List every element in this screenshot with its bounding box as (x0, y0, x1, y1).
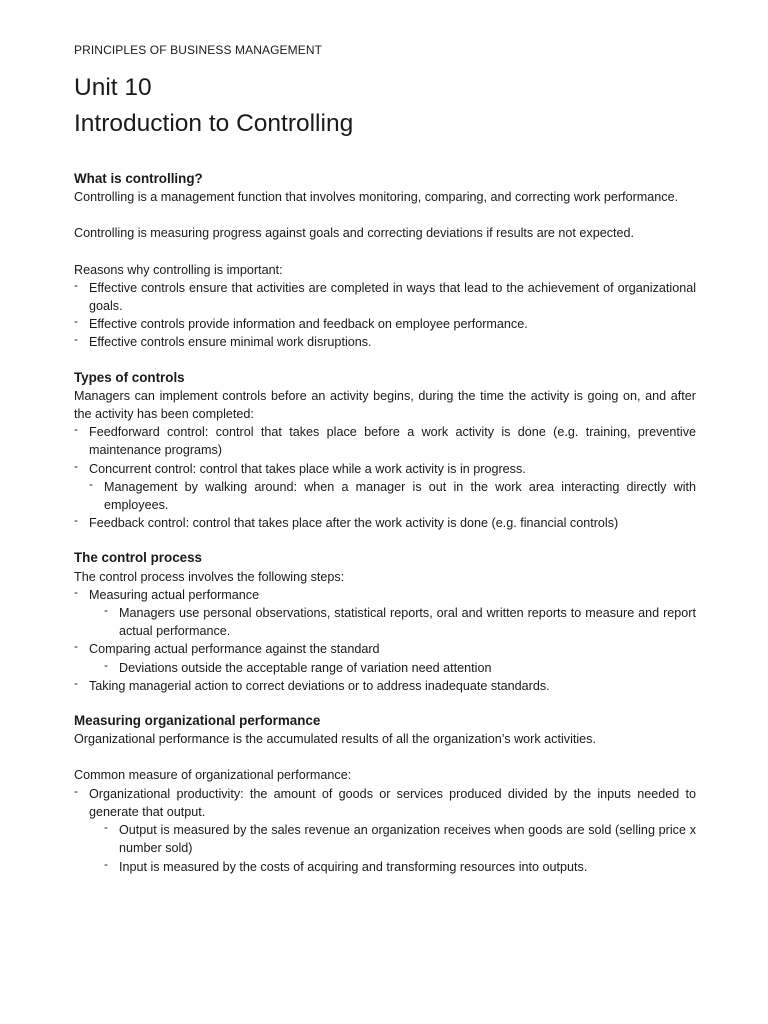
list-item-text: Concurrent control: control that takes place while a work activity is in progress. (89, 461, 526, 476)
list-item (74, 677, 696, 695)
list-item-text: Organizational productivity: the amount of goods or services produced divided by the inputs needed to generate that output. (89, 786, 696, 819)
list-item (74, 785, 696, 821)
paragraph: Controlling is measuring progress against goals and correcting deviations if results are not expected. (74, 226, 635, 241)
list-item-text: Input is measured by the costs of acquiring and transforming resources into outputs. (119, 859, 588, 874)
list-item (74, 514, 696, 532)
paragraph: Managers can implement controls before an activity begins, during the time the activity is going on, and after the activity has been completed: (74, 388, 696, 422)
section-heading: Measuring organizational performance (74, 713, 321, 729)
list-item (74, 423, 696, 459)
controls-list-cont (74, 514, 696, 532)
section-heading: Types of controls (74, 369, 185, 385)
sub-list (104, 659, 696, 677)
list-item-text: Effective controls provide information and feedback on employee performance. (89, 317, 528, 332)
list-item-text: Management by walking around: when a manager is out in the work area interacting directly with employees. (104, 479, 696, 513)
list-item (74, 460, 696, 478)
paragraph: The control process involves the following steps: (74, 569, 345, 584)
reasons-list (74, 279, 696, 352)
list-item (74, 333, 696, 351)
list-item-text: Effective controls ensure minimal work disruptions. (89, 335, 372, 350)
list-item (104, 659, 696, 677)
bullet-dash: - (74, 332, 78, 347)
sub-list (104, 604, 696, 640)
list-item-text: Comparing actual performance against the standard (89, 642, 380, 657)
section-what-is-controlling (74, 170, 696, 352)
measures-list (74, 785, 696, 821)
list-item-text: Taking managerial action to correct deviations or to address inadequate standards. (89, 678, 550, 693)
controls-list (74, 423, 696, 478)
bullet-dash: - (74, 639, 78, 654)
list-item (74, 640, 696, 658)
list-item-text: Feedback control: control that takes place after the work activity is done (e.g. financial controls) (89, 516, 619, 531)
list-item-text: Measuring actual performance (89, 587, 260, 602)
bullet-dash: - (74, 584, 78, 599)
section-heading: What is controlling? (74, 171, 203, 186)
sub-list (89, 478, 696, 514)
list-item-text: Effective controls ensure that activities are completed in ways that lead to the achievement of organizational goals. (89, 280, 696, 314)
list-item (74, 279, 696, 315)
course-name: PRINCIPLES OF BUSINESS MANAGEMENT (74, 43, 323, 57)
steps-list (74, 586, 696, 604)
paragraph: Controlling is a management function that involves monitoring, comparing, and correcting work performance. (74, 190, 679, 205)
bullet-dash: - (74, 422, 78, 437)
bullet-dash: - (74, 277, 78, 292)
sub-list (104, 821, 696, 876)
bullet-dash: - (104, 657, 108, 672)
list-item (104, 604, 696, 640)
list-item-text: Deviations outside the acceptable range of variation need attention (119, 660, 492, 675)
bullet-dash: - (104, 820, 108, 835)
section-measuring-performance (74, 712, 696, 876)
bullet-dash: - (104, 603, 108, 618)
steps-list-cont (74, 640, 696, 658)
section-heading: The control process (74, 550, 202, 566)
bullet-dash: - (74, 314, 78, 329)
bullet-dash: - (104, 856, 108, 871)
list-item-text: Managers use personal observations, statistical reports, oral and written reports to measure and report actual performance. (119, 606, 696, 639)
section-control-process (74, 549, 696, 695)
steps-list-cont (74, 677, 696, 695)
paragraph: Common measure of organizational performance: (74, 768, 352, 783)
bullet-dash: - (74, 458, 78, 473)
list-item (74, 315, 696, 333)
unit-number: Unit 10 (74, 74, 152, 101)
paragraph: Reasons why controlling is important: (74, 262, 283, 277)
list-item-text: Feedforward control: control that takes place before a work activity is done (e.g. training, preventive maintenance programs) (89, 425, 696, 458)
bullet-dash: - (89, 476, 93, 491)
unit-title: Introduction to Controlling (74, 110, 354, 137)
document-page (74, 42, 696, 876)
list-item (104, 821, 696, 857)
list-item-text: Output is measured by the sales revenue an organization receives when goods are sold (selling price x number sold) (119, 823, 696, 856)
section-types-of-controls (74, 369, 696, 533)
bullet-dash: - (74, 783, 78, 798)
list-item (74, 586, 696, 604)
list-item (89, 478, 696, 514)
bullet-dash: - (74, 513, 78, 528)
list-item (104, 858, 696, 876)
bullet-dash: - (74, 675, 78, 690)
paragraph: Organizational performance is the accumulated results of all the organization’s work activities. (74, 732, 596, 747)
